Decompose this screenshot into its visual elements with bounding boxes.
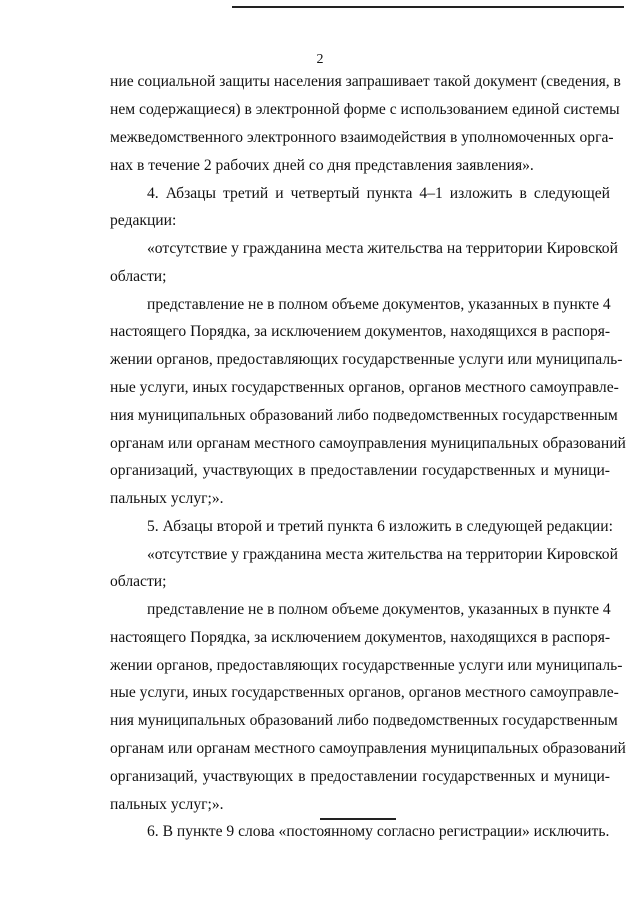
text-line: ные услуги, иных государственных органов, органов местного самоуправле- — [110, 684, 619, 701]
text-line: ния муниципальных образований либо подведомственных государственным — [110, 712, 618, 729]
text-line: межведомственного электронного взаимодействия в уполномоченных орга- — [110, 129, 614, 146]
text-line: органам или органам местного самоуправления муниципальных образований — [110, 740, 626, 757]
text-line: представление не в полном объеме документов, указанных в пункте 4 — [147, 601, 611, 618]
text-line: области; — [110, 573, 167, 590]
text-line: органам или органам местного самоуправления муниципальных образований — [110, 435, 626, 452]
text-line: пальных услуг;». — [110, 796, 224, 813]
text-line: 5. Абзацы второй и третий пункта 6 изложить в следующей редакции: — [147, 518, 613, 535]
page-number: 2 — [316, 52, 324, 67]
text-line: представление не в полном объеме документов, указанных в пункте 4 — [147, 296, 611, 313]
text-line: настоящего Порядка, за исключением документов, находящихся в распоря- — [110, 323, 611, 340]
text-line: «отсутствие у гражданина места жительства на территории Кировской — [147, 546, 618, 563]
text-line: ние социальной защиты населения запрашивает такой документ (сведения, в — [110, 73, 621, 90]
text-line: редакции: — [110, 212, 177, 229]
text-line: пальных услуг;». — [110, 490, 224, 507]
text-line: организаций, участвующих в предоставлении государственных и муници- — [110, 462, 610, 479]
text-line: ния муниципальных образований либо подведомственных государственным — [110, 407, 618, 424]
text-line: организаций, участвующих в предоставлении государственных и муници- — [110, 768, 610, 785]
text-line: нем содержащиеся) в электронной форме с использованием единой системы — [110, 101, 620, 118]
text-line: 4. Абзацы третий и четвертый пункта 4–1 изложить в следующей — [147, 185, 610, 202]
text-line: 6. В пункте 9 слова «постоянному согласно регистрации» исключить. — [147, 823, 610, 840]
text-line: ные услуги, иных государственных органов, органов местного самоуправле- — [110, 379, 619, 396]
text-line: «отсутствие у гражданина места жительства на территории Кировской — [147, 240, 618, 257]
end-rule — [320, 818, 396, 820]
text-line: нах в течение 2 рабочих дней со дня представления заявления». — [110, 157, 534, 174]
text-line: жении органов, предоставляющих государственные услуги или муниципаль- — [110, 657, 623, 674]
text-line: жении органов, предоставляющих государственные услуги или муниципаль- — [110, 351, 623, 368]
text-line: настоящего Порядка, за исключением документов, находящихся в распоря- — [110, 629, 611, 646]
top-rule — [232, 6, 624, 8]
text-line: области; — [110, 268, 167, 285]
